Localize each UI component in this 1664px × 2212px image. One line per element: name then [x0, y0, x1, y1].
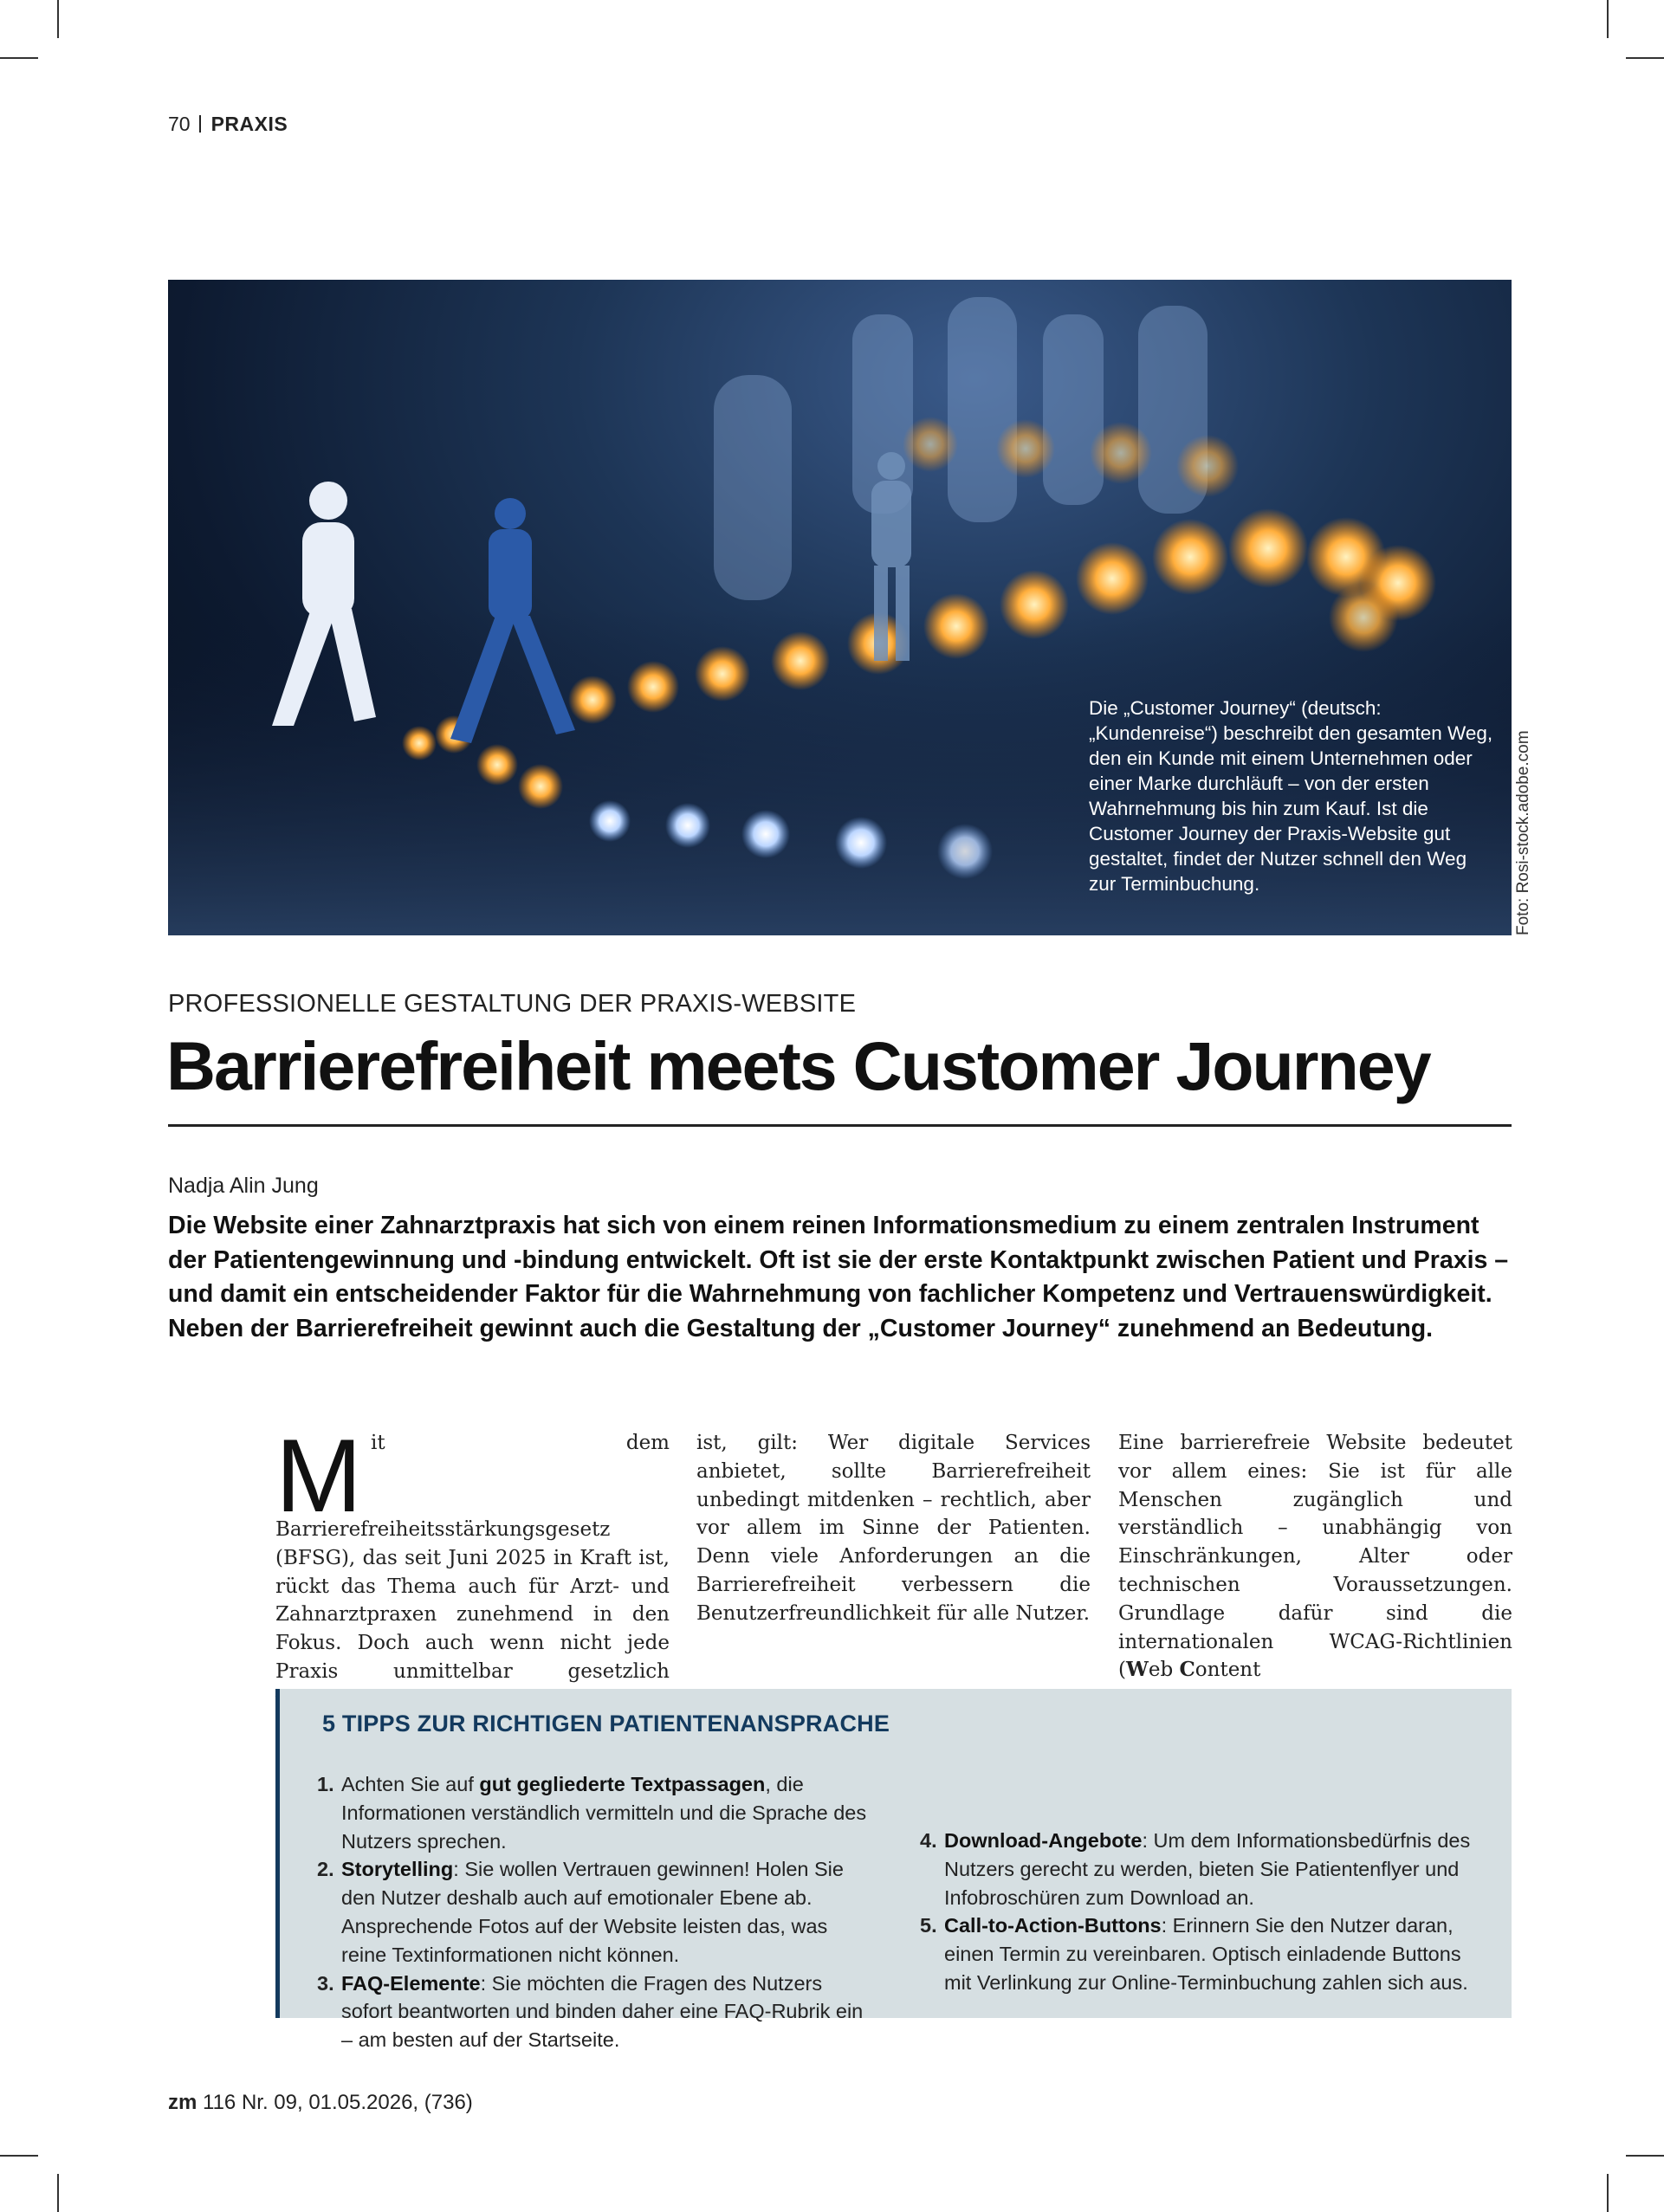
body-text: ontent: [1195, 1659, 1261, 1682]
separator: [199, 115, 201, 133]
body-text: eb: [1148, 1659, 1180, 1682]
photo-credit: Foto: Rosi-stock.adobe.com: [1514, 730, 1532, 935]
acronym-letter: C: [1179, 1658, 1195, 1682]
crop-mark: [1607, 2174, 1609, 2212]
body-column-1: [275, 1418, 670, 1715]
tips-accent-bar: [275, 1689, 280, 2018]
crop-mark: [57, 0, 59, 38]
page-footer: [168, 2091, 473, 2115]
acronym-letter: W: [1125, 1658, 1149, 1682]
body-column-3: [1118, 1429, 1512, 1685]
crop-mark: [1626, 57, 1664, 59]
body-text: it dem Barrierefreiheitsstärkungsgesetz (BFSG), das seit Juni 2025 in Kraft ist, rückt das Thema auch für Arzt- und Zahnarztpraxen zunehmend in den Fokus. Doch auch wenn nicht jede Praxis unmittelbar gesetzlich: [275, 1432, 670, 1683]
article-kicker: PROFESSIONELLE GESTALTUNG DER PRAXIS-WEBSITE: [168, 990, 857, 1018]
crop-mark: [1607, 0, 1609, 38]
running-head: [168, 113, 288, 136]
tips-title: 5 TIPPS ZUR RICHTIGEN PATIENTENANSPRACHE: [322, 1711, 890, 1737]
photo-caption: Die „Customer Journey“ (deutsch: „Kundenreise“) beschreibt den gesamten Weg, den ein Kunde mit einem Unternehmen oder einer Marke durchläuft – von der ersten Wahrnehmung bis hin zum Kauf. Ist die Customer Journey der Praxis-Website gut gestaltet, findet der Nutzer schnell den Weg zur Terminbuchung.: [1089, 697, 1493, 895]
crop-mark: [1626, 2155, 1664, 2157]
drop-cap: M: [275, 1418, 362, 1534]
section-label: PRAXIS: [210, 113, 288, 135]
tips-list-left: [317, 1770, 877, 2054]
tip-item: 2. Storytelling: Sie wollen Vertrauen gewinnen! Holen Sie den Nutzer deshalb auch auf emotionaler Ebene ab. Ansprechende Fotos auf der Website leisten das, was reine Textinformationen nicht können.: [317, 1858, 844, 1966]
brand-logo: zm: [168, 2091, 197, 2114]
page-number: 70: [168, 113, 191, 135]
tip-item: 5. Call-to-Action-Buttons: Erinnern Sie den Nutzer daran, einen Termin zu vereinbaren. Optisch einladende Buttons mit Verlinkung zur Online-Terminbuchung zahlen sich aus.: [920, 1914, 1468, 1994]
title-divider: [168, 1124, 1512, 1127]
article-author: Nadja Alin Jung: [168, 1174, 319, 1198]
tip-item: 4. Download-Angebote: Um dem Informationsbedürfnis des Nutzers gerecht zu werden, bieten Sie Patientenflyer und Infobroschüren zum Download an.: [920, 1829, 1471, 1909]
tips-list-right: [920, 1827, 1479, 1997]
hero-photo: [168, 280, 1512, 935]
body-text: Eine barrierefreie Website bedeutet vor allem eines: Sie ist für alle Menschen zugänglich und verständlich – unabhängig von Einschränkungen, Alter oder technischen Voraussetzungen. Grundlage dafür sind die internationalen WCAG-Richtlinien (: [1118, 1432, 1512, 1682]
body-column-2: ist, gilt: Wer digitale Services anbietet, sollte Barrierefreiheit unbedingt mitdenken – rechtlich, aber vor allem im Sinne der Patienten. Denn viele Anforderungen an die Barrierefreiheit verbessern die Benutzerfreundlichkeit für alle Nutzer.: [696, 1432, 1091, 1625]
tip-item: 3. FAQ-Elemente: Sie möchten die Fragen des Nutzers sofort beantworten und binden daher eine FAQ-Rubrik ein – am besten auf der Startseite.: [317, 1971, 864, 2052]
crop-mark: [57, 2174, 59, 2212]
article-lead: Die Website einer Zahnarztpraxis hat sich von einem reinen Informationsmedium zu einem zentralen Instrument der Patientengewinnung und -bindung entwickelt. Oft ist sie der erste Kontaktpunkt zwischen Patient und Praxis – und damit ein entscheidender Faktor für die Wahrnehmung von fachlicher Kompetenz und Vertrauenswürdigkeit. Neben der Barrierefreiheit gewinnt auch die Gestaltung der „Customer Journey“ zunehmend an Bedeutung.: [168, 1212, 1509, 1342]
crop-mark: [0, 2155, 38, 2157]
tip-item: 1. Achten Sie auf gut gegliederte Textpassagen, die Informationen verständlich vermitteln und die Sprache des Nutzers sprechen.: [317, 1773, 867, 1853]
crop-mark: [0, 57, 38, 59]
issue-info: 116 Nr. 09, 01.05.2026, (736): [203, 2091, 473, 2114]
article-headline: Barrierefreiheit meets Customer Journey: [166, 1027, 1430, 1104]
